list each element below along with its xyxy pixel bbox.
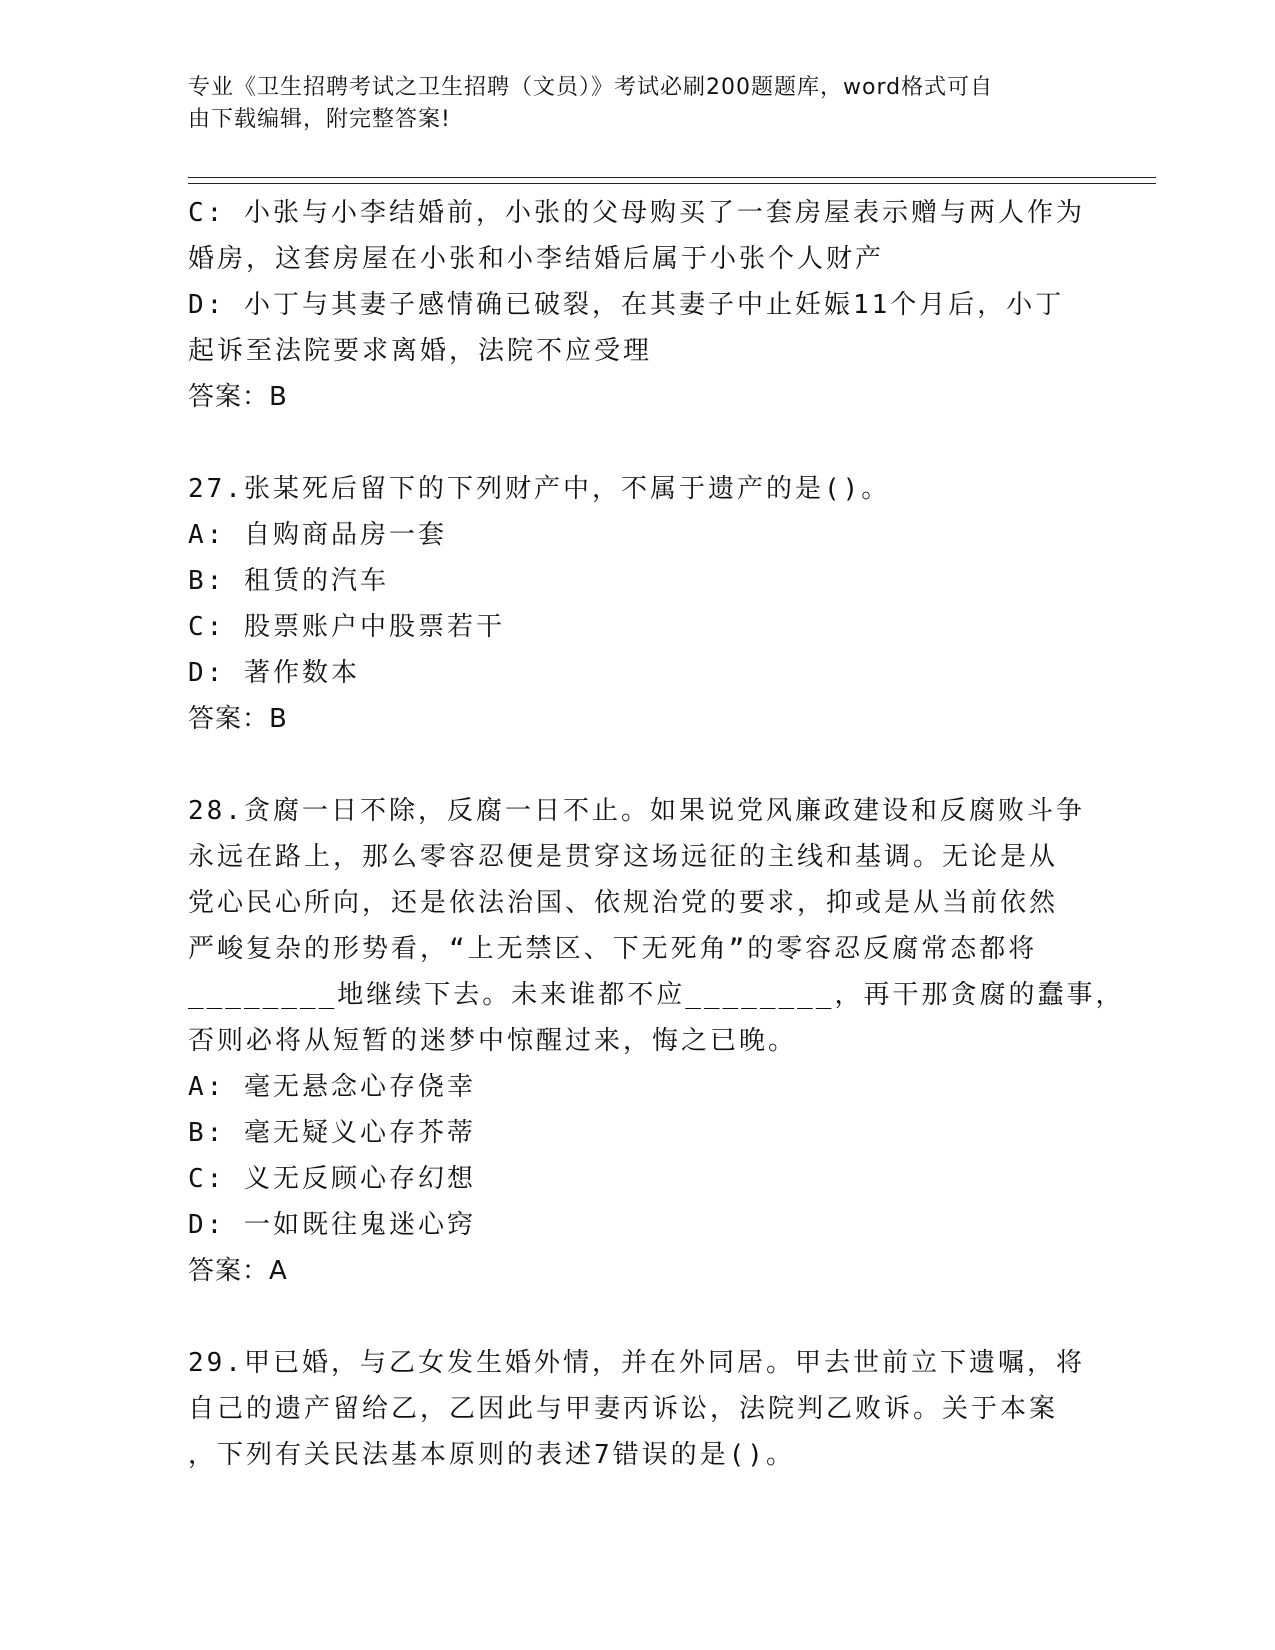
question-stem-line: 党心民心所向，还是依法治国、依规治党的要求，抑或是从当前依然 [188, 888, 1059, 918]
spacer [188, 420, 1088, 466]
header-line-1: 专业《卫生招聘考试之卫生招聘（文员）》考试必刷200题题库，word格式可自 [188, 75, 994, 100]
answer: 答案：B [188, 704, 288, 734]
answer: 答案：B [188, 382, 288, 412]
question-28 [188, 788, 1125, 1294]
prev-question [188, 190, 1088, 420]
option-a: A: 毫无悬念心存侥幸 [188, 1072, 476, 1102]
option-b: B: 租赁的汽车 [188, 566, 389, 596]
option-c-line-2: 婚房，这套房屋在小张和小李结婚后属于小张个人财产 [188, 244, 885, 274]
header-rule-top [188, 177, 1156, 178]
question-27 [188, 466, 1088, 742]
question-stem-line: 28.贪腐一日不除，反腐一日不止。如果说党风廉政建设和反腐败斗争 [188, 796, 1085, 826]
question-stem: 27.张某死后留下的下列财产中，不属于遗产的是()。 [188, 474, 891, 504]
option-d: D: 一如既往鬼迷心窍 [188, 1210, 476, 1240]
spacer [188, 1294, 1088, 1340]
option-c-line-1: C: 小张与小李结婚前，小张的父母购买了一套房屋表示赠与两人作为 [188, 198, 1085, 228]
question-stem-line: ，下列有关民法基本原则的表述7错误的是()。 [188, 1440, 795, 1470]
question-stem-line: 否则必将从短暂的迷梦中惊醒过来，悔之已晚。 [188, 1026, 798, 1056]
question-stem-line: 永远在路上，那么零容忍便是贯穿这场远征的主线和基调。无论是从 [188, 842, 1059, 872]
question-stem-line: 严峻复杂的形势看，“上无禁区、下无死角”的零容忍反腐常态都将 [188, 934, 1038, 964]
question-29 [188, 1340, 1088, 1478]
question-stem-line: ________地继续下去。未来谁都不应________，再干那贪腐的蠢事， [188, 980, 1125, 1010]
question-stem-line: 29.甲已婚，与乙女发生婚外情，并在外同居。甲去世前立下遗嘱，将 [188, 1348, 1085, 1378]
option-d: D: 著作数本 [188, 658, 360, 688]
option-d-line-1: D: 小丁与其妻子感情确已破裂，在其妻子中止妊娠11个月后，小丁 [188, 290, 1065, 320]
option-c: C: 义无反顾心存幻想 [188, 1164, 476, 1194]
option-d-line-2: 起诉至法院要求离婚，法院不应受理 [188, 336, 653, 366]
header-rule-bottom [188, 183, 1156, 184]
answer: 答案：A [188, 1256, 288, 1286]
question-stem-line: 自己的遗产留给乙，乙因此与甲妻丙诉讼，法院判乙败诉。关于本案 [188, 1394, 1059, 1424]
option-b: B: 毫无疑义心存芥蒂 [188, 1118, 476, 1148]
option-a: A: 自购商品房一套 [188, 520, 447, 550]
document-body [188, 190, 1125, 1478]
spacer [188, 742, 1088, 788]
header-line-2: 由下载编辑，附完整答案! [188, 107, 451, 132]
document-header [188, 72, 1068, 136]
option-c: C: 股票账户中股票若干 [188, 612, 505, 642]
